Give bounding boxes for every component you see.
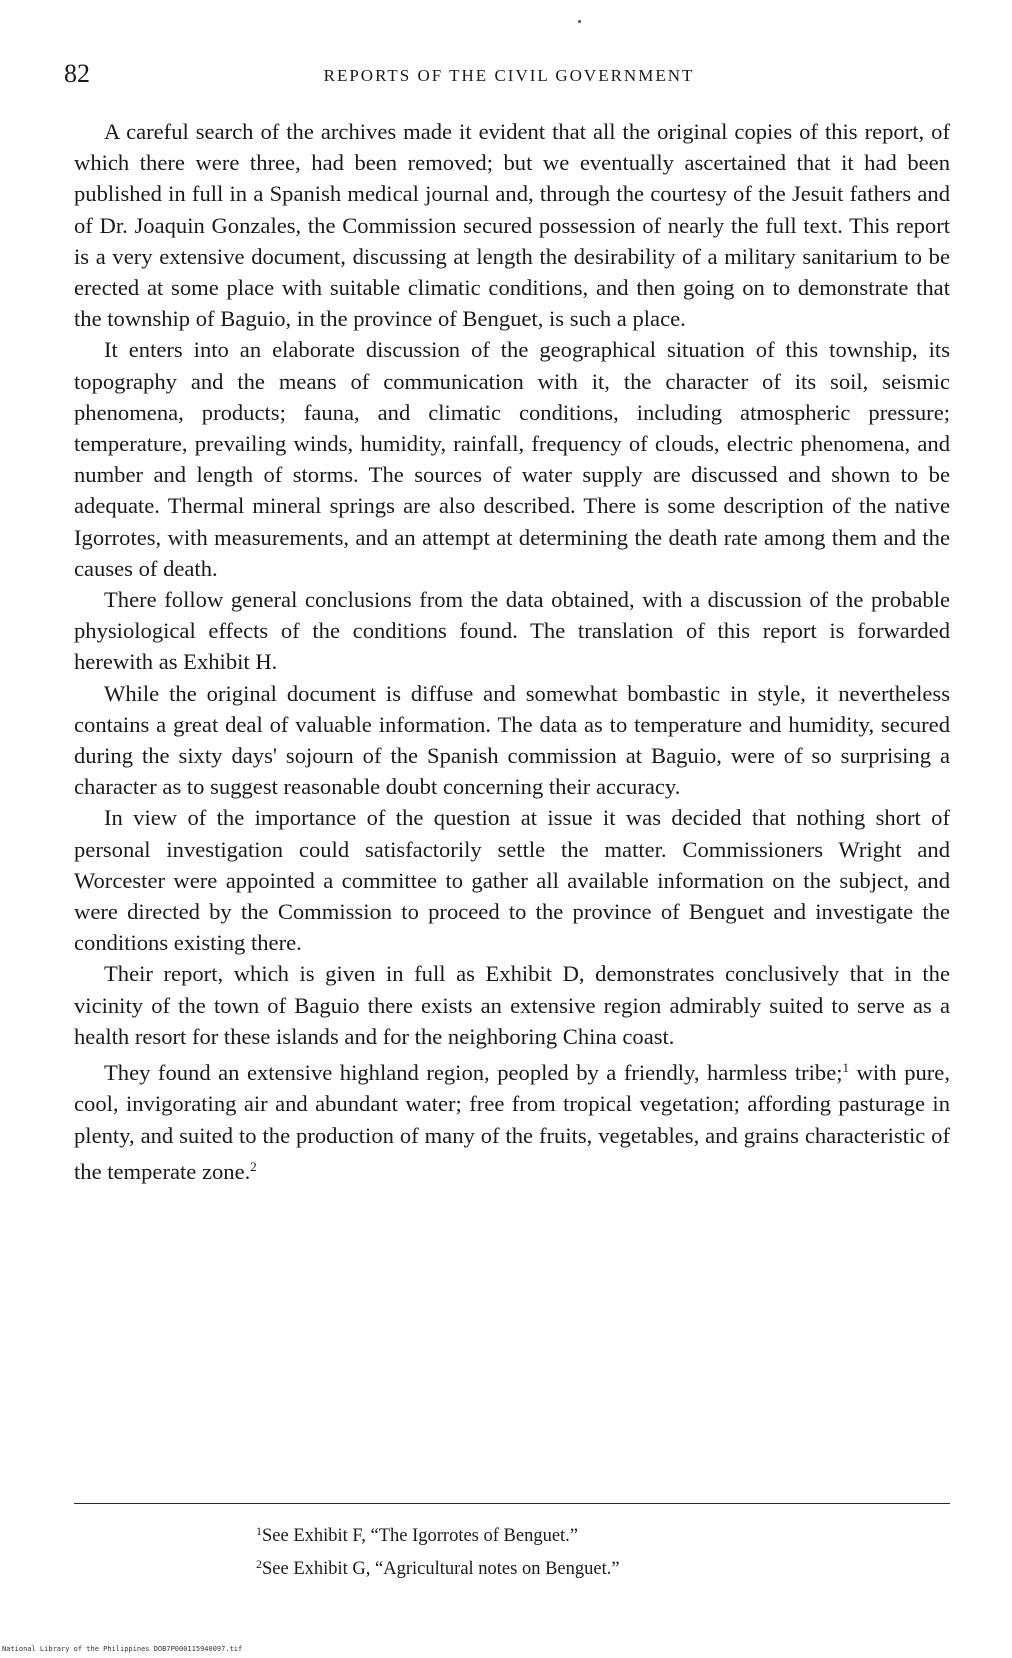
page-header xyxy=(64,56,954,92)
paragraph: In view of the importance of the question at issue it was decided that nothing short of personal investigation could satisfactorily settle the matter. Commissioners Wright and Worcester were appointed a committee to gather all available information on the subject, and were directed by the Commission to proceed to the province of Benguet and investigate the conditions existing there. xyxy=(74,805,950,956)
paragraph-text: with pure, cool, invigorating air and abundant water; free from tropical vegetation; affording pasturage in plenty, and suited to the production of many of the fruits, vegetables, and grains characteristic of the temperate zone. xyxy=(74,1060,950,1184)
footnote-reference[interactable]: 2 xyxy=(250,1158,257,1174)
footnote-reference[interactable]: 1 xyxy=(842,1060,850,1076)
paragraph-text: They found an extensive highland region, peopled by a friendly, harmless tribe; xyxy=(104,1060,843,1086)
footnote xyxy=(256,1550,936,1583)
footnote-text: See Exhibit G, “Agricultural notes on Benguet.” xyxy=(262,1559,620,1579)
paragraph: A careful search of the archives made it evident that all the original copies of this report, of which there were three, had been removed; but we eventually ascertained that it had been published in full in a Spanish medical journal and, through the courtesy of the Jesuit fathers and of Dr. Joaquin Gonzales, the Commission secured possession of nearly the full text. This report is a very extensive document, discussing at length the desirability of a military sanitarium to be erected at some place with suitable climatic conditions, and then going on to demonstrate that the township of Baguio, in the province of Benguet, is such a place. xyxy=(74,119,950,332)
running-head: REPORTS OF THE CIVIL GOVERNMENT xyxy=(323,66,695,85)
footnotes xyxy=(256,1517,936,1583)
footnote xyxy=(256,1517,936,1550)
body-text xyxy=(74,116,950,1187)
footnote-text: See Exhibit F, “The Igorrotes of Benguet.” xyxy=(262,1526,579,1546)
paragraph: While the original document is diffuse and somewhat bombastic in style, it nevertheless contains a great deal of valuable information. The data as to temperature and humidity, secured during the sixty days' sojourn of the Spanish commission at Baguio, were of so surprising a character as to suggest reasonable doubt concerning their accuracy. xyxy=(74,680,950,800)
paragraph: Their report, which is given in full as Exhibit D, demonstrates conclusively that in the vicinity of the town of Baguio there exists an extensive region admirably suited to serve as a health resort for these islands and for the neighboring China coast. xyxy=(74,961,950,1049)
footnote-mark: 1 xyxy=(256,1524,262,1538)
paragraph: There follow general conclusions from the data obtained, with a discussion of the probable physiological effects of the conditions found. The translation of this report is forwarded herewith as Exhibit H. xyxy=(74,587,950,675)
footnote-rule xyxy=(74,1503,950,1504)
scan-speck xyxy=(578,20,581,23)
scan-credit: National Library of the Philippines DOB7P000115940097.tif xyxy=(2,1645,243,1653)
page-number: 82 xyxy=(64,59,90,88)
footnote-mark: 2 xyxy=(256,1557,262,1571)
paragraph-with-footnotes xyxy=(74,1052,950,1187)
paragraph: It enters into an elaborate discussion of the geographical situation of this township, its topography and the means of communication with it, the character of its soil, seismic phenomena, products; fauna, and climatic conditions, including atmospheric pressure; temperature, prevailing winds, humidity, rainfall, frequency of clouds, electric phenomena, and number and length of storms. The sources of water supply are discussed and shown to be adequate. Thermal mineral springs are also described. There is some description of the native Igorrotes, with measurements, and an attempt at determining the death rate among them and the causes of death. xyxy=(74,337,950,581)
